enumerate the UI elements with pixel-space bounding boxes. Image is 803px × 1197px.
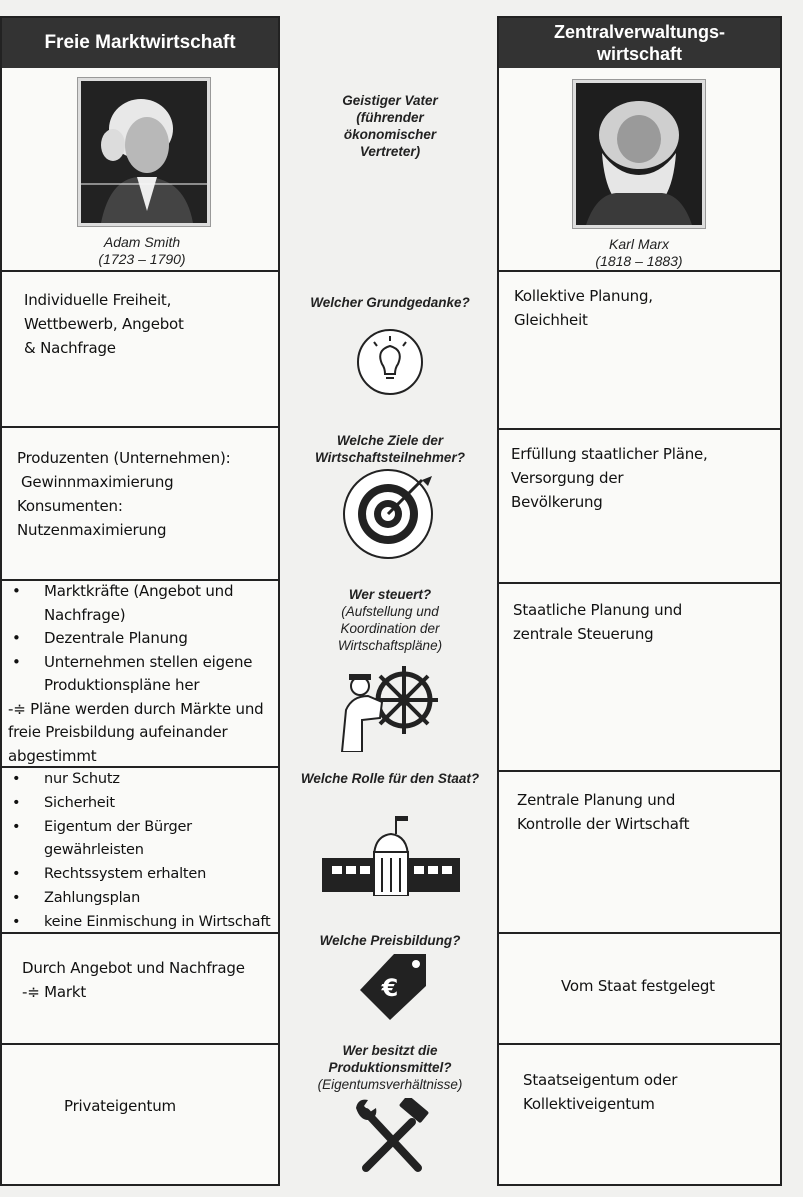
question-geistiger-vater: Geistiger Vater (führender ökonomischer Vertreter) — [342, 93, 438, 159]
euro-price-tag-icon — [356, 950, 430, 1022]
left-r4-item: • Dezentrale Planung — [2, 627, 278, 651]
wrench-hammer-icon — [352, 1098, 432, 1178]
left-r4-item: • Marktkräfte (Angebot und Nachfrage) — [2, 580, 278, 627]
right-grundgedanke — [514, 284, 780, 332]
left-column — [0, 16, 280, 1186]
right-header — [499, 18, 780, 68]
right-person-name: Karl Marx — [609, 236, 669, 252]
left-r4-item: • Unternehmen stellen eigene Produktionspläne her — [2, 651, 278, 698]
helmsman-icon — [332, 662, 442, 752]
left-r3-line: Gewinnmaximierung — [21, 473, 174, 491]
left-r6-line: -≑ Markt — [22, 983, 87, 1001]
left-r5-item: • keine Einmischung in Wirtschaft — [2, 911, 278, 935]
left-person-caption — [42, 234, 242, 268]
right-ziele — [511, 442, 780, 514]
right-person-years: (1818 – 1883) — [595, 253, 683, 269]
government-building-icon — [322, 812, 460, 896]
question-produktionsmittel-sub: (Eigentumsverhältnisse) — [317, 1077, 463, 1092]
left-preisbildung — [22, 956, 278, 1004]
question-wer-steuert-title: Wer steuert? — [348, 587, 432, 602]
right-person-caption — [539, 236, 739, 270]
right-r3-line: Bevölkerung — [511, 493, 603, 511]
left-header: Freie Marktwirtschaft — [2, 18, 278, 68]
right-r3-line: Erfüllung staatlicher Pläne, — [511, 445, 708, 463]
left-r5-item: • Rechtssystem erhalten — [2, 863, 278, 887]
question-produktionsmittel-title: Wer besitzt die Produktionsmittel? — [328, 1043, 452, 1075]
left-r2-line: Wettbewerb, Angebot — [24, 315, 184, 333]
left-r5-item: • Zahlungsplan — [2, 887, 278, 911]
question-ziele: Welche Ziele der Wirtschaftsteilnehmer? — [315, 433, 465, 465]
right-preisbildung — [561, 974, 780, 998]
left-r3-line: Nutzenmaximierung — [17, 521, 167, 539]
left-r3-line: Konsumenten: — [17, 497, 123, 515]
svg-text:€: € — [381, 974, 399, 1002]
left-r3-line: Produzenten (Unternehmen): — [17, 449, 231, 467]
lightbulb-icon — [356, 328, 424, 396]
left-r5-item: • Eigentum der Bürger gewährleisten — [2, 816, 278, 864]
right-r5-line: Kontrolle der Wirtschaft — [517, 815, 690, 833]
right-column — [497, 16, 782, 1186]
left-steuerung — [2, 580, 278, 768]
question-preisbildung: Welche Preisbildung? — [319, 933, 461, 948]
left-r6-line: Durch Angebot und Nachfrage — [22, 959, 245, 977]
question-wer-steuert — [285, 586, 495, 654]
left-person-years: (1723 – 1790) — [98, 251, 186, 267]
right-r7-line: Staatseigentum oder — [523, 1071, 678, 1089]
right-r2-line: Gleichheit — [514, 311, 588, 329]
left-r5-item: • Sicherheit — [2, 792, 278, 816]
left-r2-line: & Nachfrage — [24, 339, 116, 357]
left-person-name: Adam Smith — [103, 234, 181, 250]
left-r4-note: -≑ Pläne werden durch Märkte und freie Preisbildung aufeinander abgestimmt — [8, 699, 264, 765]
right-r4-line: Staatliche Planung und — [513, 601, 683, 619]
left-ziele — [17, 446, 278, 542]
target-icon — [342, 466, 436, 560]
question-produktionsmittel — [285, 1042, 495, 1093]
left-r5-item: • nur Schutz — [2, 768, 278, 792]
right-r6-text: Vom Staat festgelegt — [561, 977, 715, 995]
question-wer-steuert-sub: (Aufstellung und Koordination der Wirtschaftspläne) — [337, 604, 443, 653]
left-rolle-staat — [2, 768, 278, 935]
left-eigentum — [64, 1094, 278, 1118]
right-rolle-staat — [517, 788, 780, 836]
right-r2-line: Kollektive Planung, — [514, 287, 653, 305]
left-r2-line: Individuelle Freiheit, — [24, 291, 172, 309]
left-grundgedanke — [24, 288, 278, 360]
right-r5-line: Zentrale Planung und — [517, 791, 676, 809]
right-eigentum — [523, 1068, 780, 1116]
right-r3-line: Versorgung der — [511, 469, 624, 487]
question-rolle-staat: Welche Rolle für den Staat? — [300, 771, 480, 786]
right-r7-line: Kollektiveigentum — [523, 1095, 655, 1113]
adam-smith-portrait — [78, 78, 210, 226]
left-r7-text: Privateigentum — [64, 1097, 176, 1115]
right-header-text: Zentralverwaltungs-wirtschaft — [553, 22, 726, 64]
right-r4-line: zentrale Steuerung — [513, 625, 654, 643]
karl-marx-portrait — [573, 80, 705, 228]
right-steuerung — [513, 598, 780, 646]
question-grundgedanke: Welcher Grundgedanke? — [310, 295, 470, 310]
